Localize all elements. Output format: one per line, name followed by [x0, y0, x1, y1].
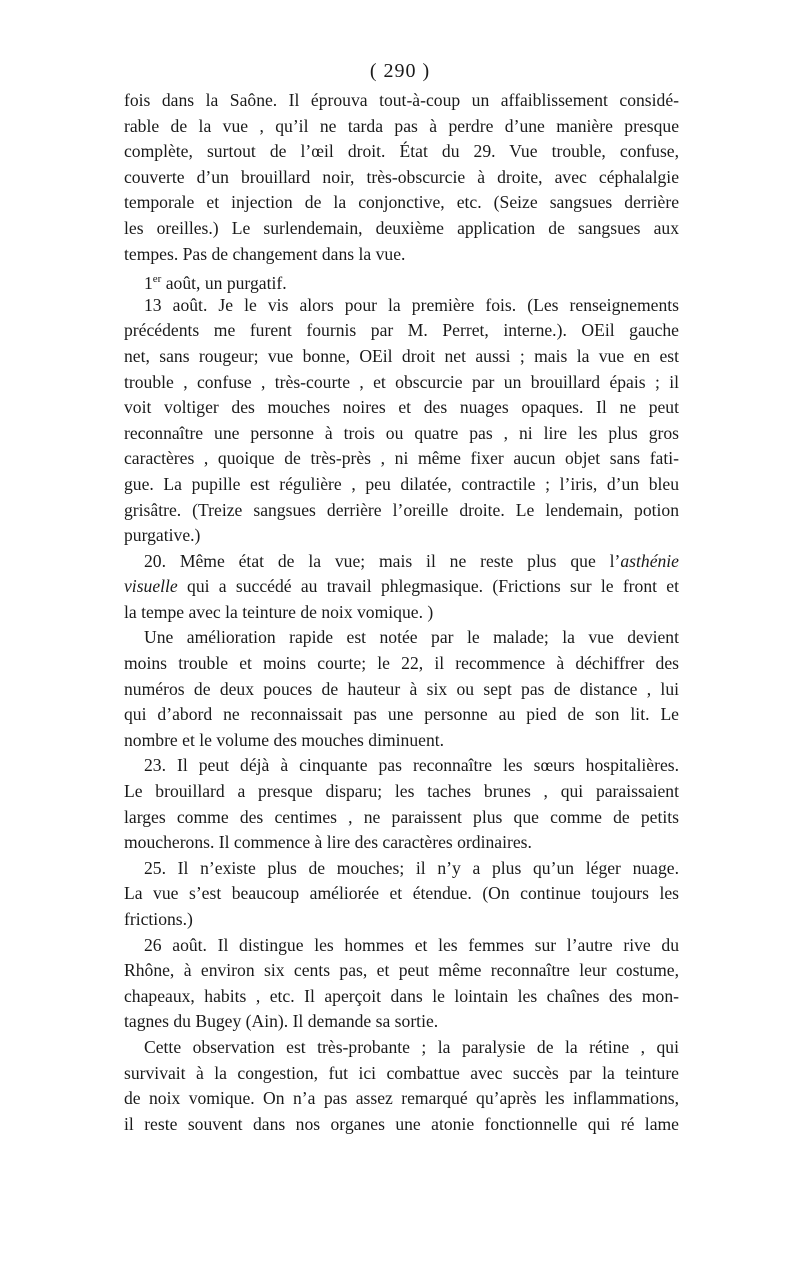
line-text: 13 août. Je le vis alors pour la première fois. (Les renseignements: [144, 294, 679, 315]
text-line: [124, 1112, 679, 1138]
text-line: [124, 1009, 679, 1035]
text-line: [124, 472, 679, 498]
line-text: moucherons. Il commence à lire des caractères ordinaires.: [124, 832, 532, 853]
text-line: [124, 165, 679, 191]
text-line: [124, 190, 679, 216]
line-text: rable de la vue , qu’il ne tarda pas à perdre d’une manière presque: [124, 115, 679, 136]
text-line: [124, 267, 679, 293]
line-text: voit voltiger des mouches noires et des nuages opaques. Il ne peut: [124, 397, 679, 418]
line-text: couverte d’un brouillard noir, très-obscurcie à droite, avec céphalalgie: [124, 166, 679, 187]
text-line: [124, 856, 679, 882]
text-line: [124, 984, 679, 1010]
paragraph: [124, 267, 679, 293]
paragraph: [124, 293, 679, 549]
text-line: [124, 318, 679, 344]
line-text: 23. Il peut déjà à cinquante pas reconnaître les sœurs hospitalières.: [144, 755, 679, 776]
text-line: [124, 523, 679, 549]
italic-term: asthénie: [620, 550, 679, 571]
text-line: [124, 242, 679, 268]
line-text: grisâtre. (Treize sangsues derrière l’oreille droite. Le lendemain, potion: [124, 499, 679, 520]
text-line: [124, 549, 679, 575]
line-text: Une amélioration rapide est notée par le malade; la vue devient: [144, 627, 679, 648]
text-line: [124, 395, 679, 421]
line-text: numéros de deux pouces de hauteur à six ou sept pas de distance , lui: [124, 678, 679, 699]
text-line: [124, 753, 679, 779]
page-number: ( 290 ): [369, 60, 431, 82]
text-line: [124, 830, 679, 856]
line-text: larges comme des centimes , ne paraissent plus que comme de petits: [124, 806, 679, 827]
paragraph: [124, 549, 679, 626]
text-line: [124, 1061, 679, 1087]
text-line: [124, 651, 679, 677]
text-line: [124, 498, 679, 524]
text-line: [124, 907, 679, 933]
paragraph: [124, 625, 679, 753]
text-line: [124, 344, 679, 370]
text-line: [124, 600, 679, 626]
line-text: tagnes du Bugey (Ain). Il demande sa sortie.: [124, 1011, 439, 1032]
paragraph: [124, 933, 679, 1035]
line-text: moins trouble et moins courte; le 22, il recommence à déchiffrer des: [124, 653, 679, 674]
line-text: août, un purgatif.: [161, 273, 287, 294]
text-line: [124, 805, 679, 831]
line-text: survivait à la congestion, fut ici combattue avec succès par la teinture: [124, 1062, 679, 1083]
text-line: [124, 370, 679, 396]
text-line: [124, 114, 679, 140]
text-line: [124, 1035, 679, 1061]
paragraph: [124, 753, 679, 855]
text-line: [124, 677, 679, 703]
line-text: trouble , confuse , très-courte , et obscurcie par un brouillard épais ; il: [124, 371, 679, 392]
line-text: gue. La pupille est régulière , peu dilatée, contractile ; l’iris, d’un bleu: [124, 473, 679, 494]
text-line: [124, 728, 679, 754]
body-text: [124, 88, 679, 1137]
paragraph: [124, 88, 679, 267]
line-prefix: 20. Même état de la vue; mais il ne reste plus que l’: [144, 550, 621, 571]
line-text: chapeaux, habits , etc. Il aperçoit dans le lointain les chaînes des mon-: [124, 985, 679, 1006]
line-text: complète, surtout de l’œil droit. État du 29. Vue trouble, confuse,: [124, 141, 679, 162]
line-text: tempes. Pas de changement dans la vue.: [124, 243, 406, 264]
italic-term: visuelle: [124, 576, 178, 597]
line-text: frictions.): [124, 909, 193, 929]
line-text: reconnaître une personne à trois ou quatre pas , ni lire les plus gros: [124, 422, 679, 443]
text-line: [124, 88, 679, 114]
text-line: [124, 216, 679, 242]
text-line: [124, 139, 679, 165]
line-text: nombre et le volume des mouches diminuent.: [124, 729, 445, 750]
line-text: qui d’abord ne reconnaissait pas une personne au pied de son lit. Le: [124, 704, 679, 725]
line-text: temporale et injection de la conjonctive, etc. (Seize sangsues derrière: [124, 192, 679, 213]
line-text: de noix vomique. On n’a pas assez remarqué qu’après les inflammations,: [124, 1088, 679, 1109]
line-prefix: 1: [144, 273, 153, 294]
ordinal-superscript: er: [152, 273, 162, 286]
line-text: purgative.): [124, 525, 201, 546]
paragraph: [124, 856, 679, 933]
line-text: il reste souvent dans nos organes une atonie fonctionnelle qui ré lame: [124, 1113, 679, 1134]
text-line: [124, 881, 679, 907]
text-line: [124, 446, 679, 472]
line-text: 25. Il n’existe plus de mouches; il n’y a plus qu’un léger nuage.: [144, 857, 679, 878]
line-text: Le brouillard a presque disparu; les taches brunes , qui paraissaient: [124, 781, 679, 802]
line-text: Cette observation est très-probante ; la paralysie de la rétine , qui: [144, 1036, 679, 1057]
text-line: [124, 293, 679, 319]
line-text: les oreilles.) Le surlendemain, deuxième application de sangsues aux: [124, 217, 679, 238]
text-line: [124, 574, 679, 600]
line-text: Rhône, à environ six cents pas, et peut même reconnaître leur costume,: [124, 960, 679, 981]
line-text: précédents me furent fournis par M. Perret, interne.). OEil gauche: [124, 320, 679, 341]
line-text: 26 août. Il distingue les hommes et les femmes sur l’autre rive du: [144, 934, 679, 955]
text-line: [124, 1086, 679, 1112]
line-text: net, sans rougeur; vue bonne, OEil droit net aussi ; mais la vue en est: [124, 345, 679, 366]
paragraph: [124, 1035, 679, 1137]
line-text: caractères , quoique de très-près , ni même fixer aucun objet sans fati-: [124, 448, 679, 469]
text-line: [124, 933, 679, 959]
text-line: [124, 625, 679, 651]
line-text: La vue s’est beaucoup améliorée et étendue. (On continue toujours les: [124, 883, 679, 904]
text-line: [124, 779, 679, 805]
line-text: fois dans la Saône. Il éprouva tout-à-coup un affaiblissement considé-: [124, 90, 679, 110]
line-text: qui a succédé au travail phlegmasique. (Frictions sur le front et: [177, 576, 679, 597]
line-text: la tempe avec la teinture de noix vomique. ): [124, 601, 434, 622]
text-line: [124, 421, 679, 447]
text-line: [124, 702, 679, 728]
text-line: [124, 958, 679, 984]
